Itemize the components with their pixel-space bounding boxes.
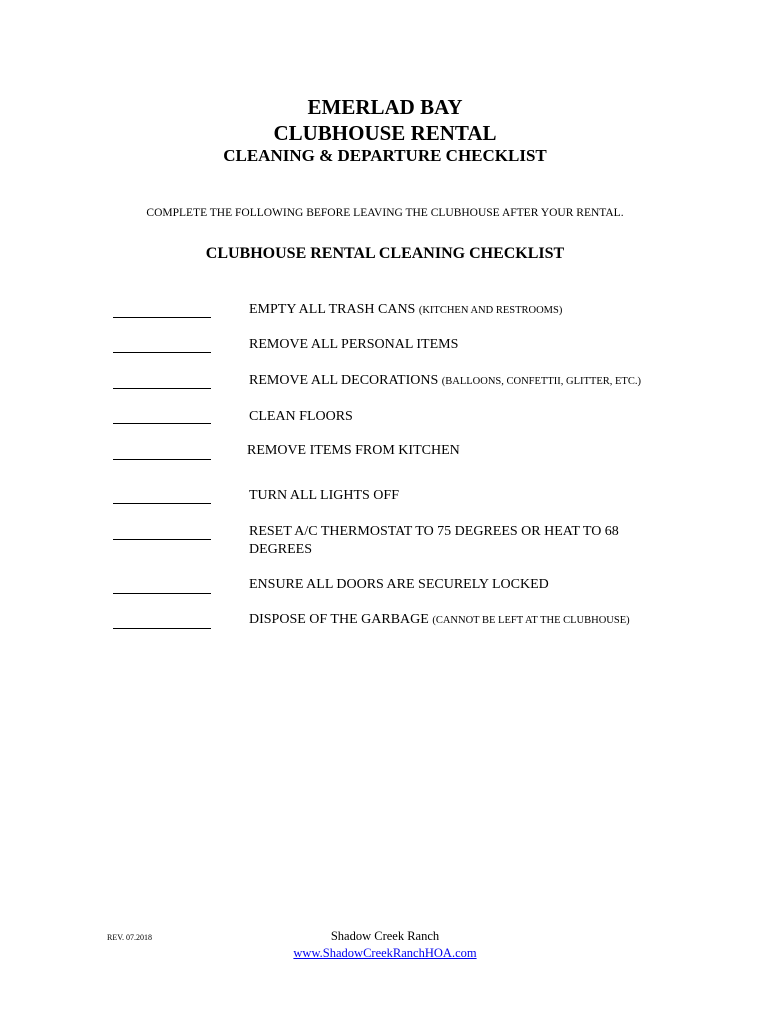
initial-blank-line[interactable] — [113, 539, 211, 540]
checklist-item-text: RESET A/C THERMOSTAT TO 75 DEGREES OR HEAT TO 68 DEGREES — [249, 524, 619, 557]
initial-blank-line[interactable] — [113, 352, 211, 353]
checklist-item-note: (BALLOONS, CONFETTII, GLITTER, ETC.) — [441, 376, 641, 387]
checklist-item-label — [249, 336, 689, 354]
document-title-line2: CLUBHOUSE RENTAL — [273, 121, 497, 145]
checklist-item-text: CLEAN FLOORS — [249, 409, 353, 424]
checklist-item-text: TURN ALL LIGHTS OFF — [249, 488, 399, 503]
checklist-item-label — [249, 523, 649, 559]
footer-website-link[interactable]: www.ShadowCreekRanchHOA.com — [293, 946, 477, 960]
initial-blank-line[interactable] — [113, 628, 211, 629]
document-subtitle: CLEANING & DEPARTURE CHECKLIST — [223, 146, 547, 165]
initial-blank-line[interactable] — [113, 503, 211, 504]
checklist-item-text: REMOVE ITEMS FROM KITCHEN — [247, 443, 460, 458]
checklist-item-label — [249, 487, 689, 505]
document-title-line1: EMERLAD BAY — [307, 95, 463, 119]
checklist-item-text: REMOVE ALL PERSONAL ITEMS — [249, 337, 459, 352]
checklist-item-text: DISPOSE OF THE GARBAGE — [249, 612, 429, 627]
initial-blank-line[interactable] — [113, 388, 211, 389]
initial-blank-line[interactable] — [113, 459, 211, 460]
checklist-item-text: ENSURE ALL DOORS ARE SECURELY LOCKED — [249, 577, 549, 592]
checklist-item-note: (CANNOT BE LEFT AT THE CLUBHOUSE) — [432, 615, 630, 626]
checklist-item-label — [249, 372, 689, 391]
initial-blank-line[interactable] — [113, 317, 211, 318]
revision-label: REV. 07.2018 — [107, 933, 152, 942]
initial-blank-line[interactable] — [113, 423, 211, 424]
instruction-text: COMPLETE THE FOLLOWING BEFORE LEAVING THE CLUBHOUSE AFTER YOUR RENTAL. — [146, 207, 624, 219]
checklist-item-text: REMOVE ALL DECORATIONS — [249, 373, 439, 388]
checklist-item-label — [249, 301, 689, 320]
checklist-item-note: (KITCHEN AND RESTROOMS) — [418, 305, 563, 316]
section-title: CLUBHOUSE RENTAL CLEANING CHECKLIST — [205, 245, 565, 262]
footer-organization: Shadow Creek Ranch — [330, 929, 440, 943]
checklist-item-label — [247, 442, 687, 460]
checklist-item-label — [249, 576, 689, 594]
checklist-item-text: EMPTY ALL TRASH CANS — [249, 302, 416, 317]
initial-blank-line[interactable] — [113, 593, 211, 594]
checklist-item-label — [249, 408, 689, 426]
checklist-item-label — [249, 611, 689, 630]
